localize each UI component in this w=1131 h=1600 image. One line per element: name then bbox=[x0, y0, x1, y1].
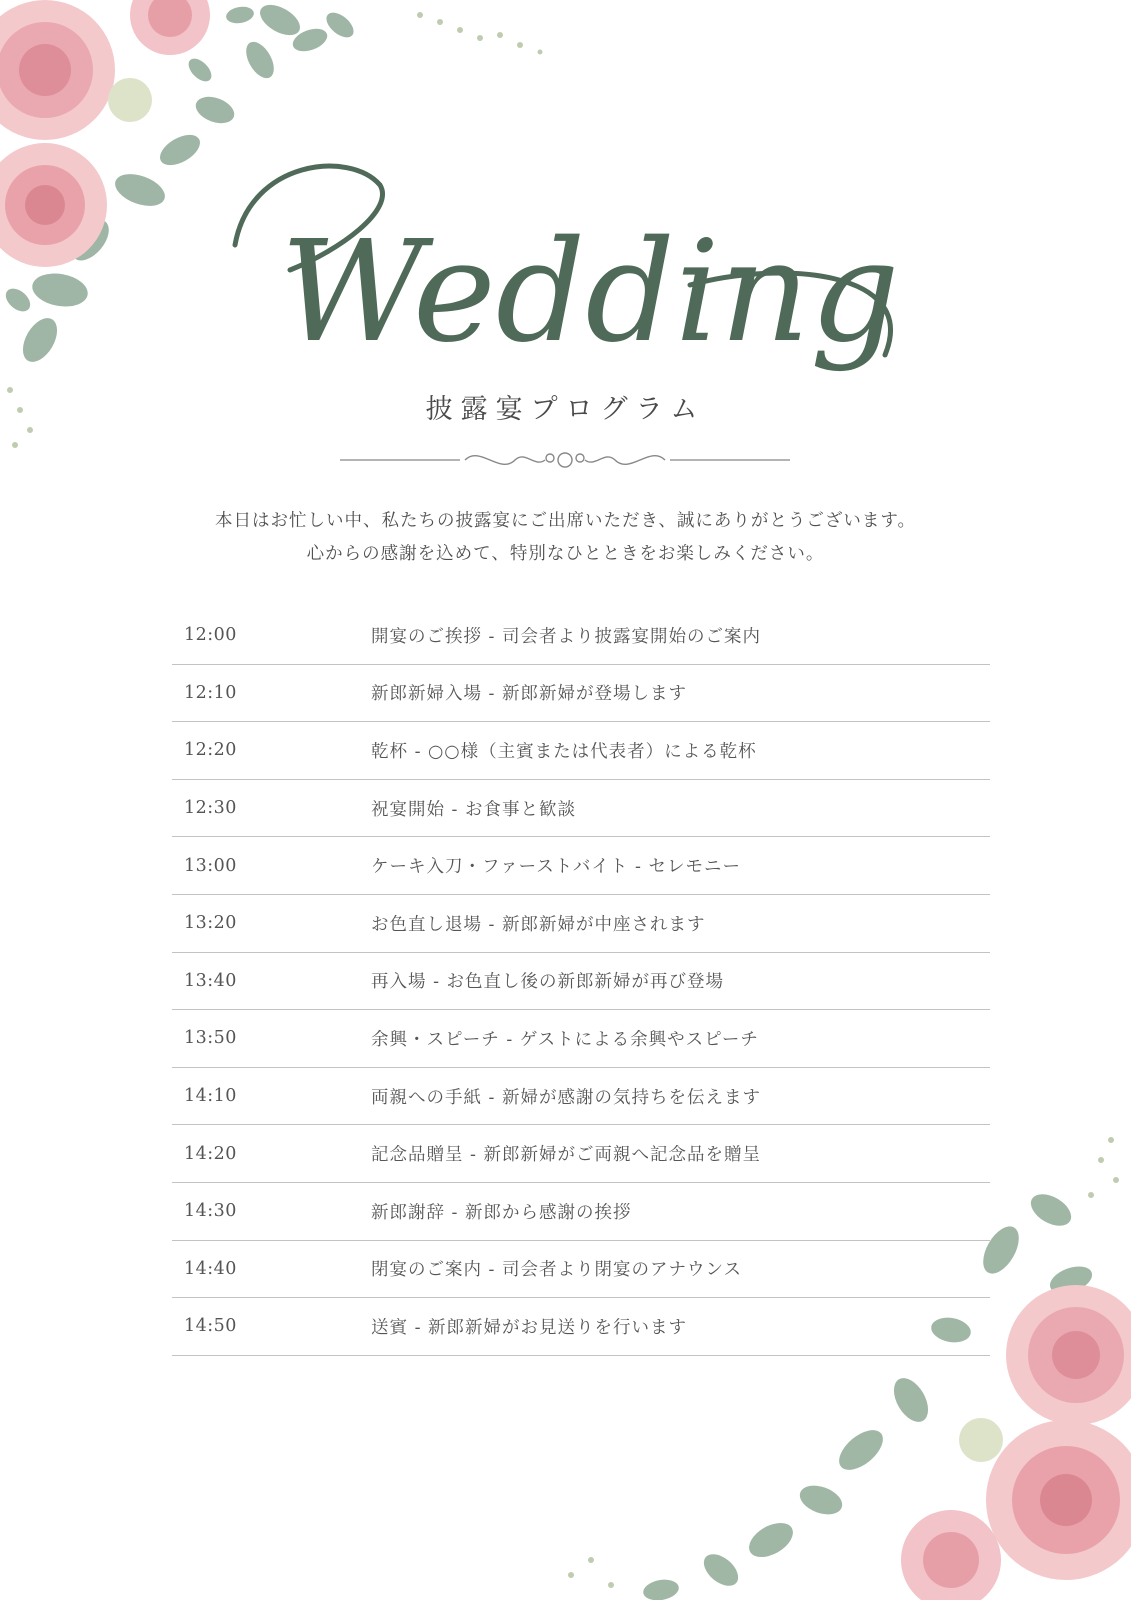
item-description: 乾杯 - ○○様（主賓または代表者）による乾杯 bbox=[371, 741, 757, 762]
wedding-script-title bbox=[220, 140, 920, 410]
item-description: 閉宴のご案内 - 司会者より閉宴のアナウンス bbox=[371, 1260, 743, 1281]
item-time: 12:00 bbox=[184, 625, 237, 646]
item-description: 開宴のご挨拶 - 司会者より披露宴開始のご案内 bbox=[371, 626, 762, 647]
list-item bbox=[172, 895, 990, 953]
item-time: 12:30 bbox=[184, 798, 237, 819]
flourish-divider-icon bbox=[340, 440, 790, 480]
list-item bbox=[172, 1125, 990, 1183]
item-description: 新郎謝辞 - 新郎から感謝の挨拶 bbox=[371, 1202, 632, 1223]
item-description: 新郎新婦入場 - 新郎新婦が登場します bbox=[371, 684, 688, 705]
list-item bbox=[172, 1068, 990, 1126]
list-item bbox=[172, 1241, 990, 1299]
list-item bbox=[172, 607, 990, 665]
item-description: 送賓 - 新郎新婦がお見送りを行います bbox=[371, 1317, 688, 1338]
item-time: 13:50 bbox=[184, 1028, 237, 1049]
item-time: 12:10 bbox=[184, 682, 237, 703]
title-text: Wedding bbox=[280, 211, 900, 374]
item-time: 13:20 bbox=[184, 913, 237, 934]
list-item bbox=[172, 665, 990, 723]
item-time: 13:00 bbox=[184, 855, 237, 876]
item-time: 14:40 bbox=[184, 1258, 237, 1279]
list-item bbox=[172, 1183, 990, 1241]
intro-line: 心からの感謝を込めて、特別なひとときをお楽しみください。 bbox=[306, 544, 825, 564]
list-item bbox=[172, 1298, 990, 1356]
list-item bbox=[172, 953, 990, 1011]
item-time: 14:20 bbox=[184, 1143, 237, 1164]
item-description: 記念品贈呈 - 新郎新婦がご両親へ記念品を贈呈 bbox=[371, 1145, 762, 1166]
program-subtitle: 披露宴プログラム bbox=[425, 394, 706, 425]
program-list bbox=[172, 607, 990, 1356]
item-time: 12:20 bbox=[184, 740, 237, 761]
item-description: ケーキ入刀・ファーストバイト - セレモニー bbox=[371, 857, 741, 878]
item-time: 14:30 bbox=[184, 1201, 237, 1222]
item-time: 13:40 bbox=[184, 970, 237, 991]
intro-line: 本日はお忙しい中、私たちの披露宴にご出席いただき、誠にありがとうございます。 bbox=[215, 511, 916, 531]
intro-message bbox=[100, 505, 1031, 571]
item-description: 余興・スピーチ - ゲストによる余興やスピーチ bbox=[371, 1029, 759, 1050]
item-description: お色直し退場 - 新郎新婦が中座されます bbox=[371, 914, 706, 935]
item-description: 両親への手紙 - 新婦が感謝の気持ちを伝えます bbox=[371, 1087, 762, 1108]
list-item bbox=[172, 837, 990, 895]
list-item bbox=[172, 780, 990, 838]
item-description: 再入場 - お色直し後の新郎新婦が再び登場 bbox=[371, 972, 725, 993]
item-description: 祝宴開始 - お食事と歓談 bbox=[371, 799, 577, 820]
item-time: 14:10 bbox=[184, 1086, 237, 1107]
list-item bbox=[172, 1010, 990, 1068]
list-item bbox=[172, 722, 990, 780]
item-time: 14:50 bbox=[184, 1316, 237, 1337]
